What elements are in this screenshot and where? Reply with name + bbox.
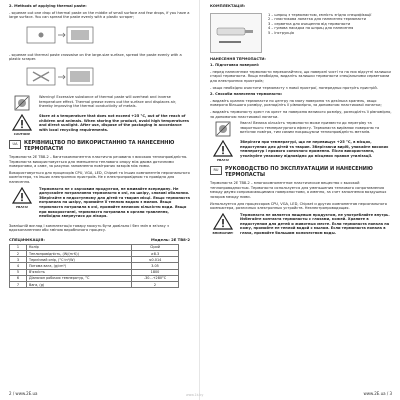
spec-cell: Колір — [27, 244, 132, 250]
method-title: 2. Methods of applying thermal paste: — [9, 4, 87, 8]
kit-item: 3 – серветка для очищення від термопасти — [268, 21, 351, 26]
warning-text: Warning! Excessive substance of thermal paste will overheat and inverse temperature effect. Thermal grease evens out the surface and displaces air, thereby improving the thermal conductivity of metals. — [39, 94, 177, 109]
spec-cell: 1 — [10, 244, 27, 250]
caution-text: Store at a temperature that does not exceed +25 °C, out of the reach of children and animals. When storing the product, avoid high temperatures and direct sunlight. After use, dispose of the packaging in accordance with local recycling requirements. — [39, 113, 189, 132]
ua-warning-block — [210, 121, 392, 137]
spec-table — [9, 244, 179, 288]
attention-triangle-icon — [12, 187, 32, 204]
ru-paragraph-1: Термопаста 2E ТВ8-2 – многокомпонентное пластическое вещество с высокой теплопроводностью. Термопаста используется для уменьшения теплового сопротивления между двумя соприкасающимися поверхностями, а именно, за счет заполнения воздушных зазоров между ними. — [210, 181, 387, 199]
cross-illustration — [25, 65, 190, 91]
model-label: Модель: 2E ТВ8-2 — [151, 236, 190, 242]
ua-caution-block — [210, 140, 392, 162]
spec-cell: 2 — [132, 282, 179, 288]
apply-title: НАНЕСЕННЯ ТЕРМОПАСТИ: — [210, 56, 266, 61]
ua-flag: UA — [9, 140, 21, 149]
right-footer: www.2E.ua / 3 — [363, 391, 392, 396]
ru-section-header — [210, 166, 392, 178]
no-excess-icon — [9, 95, 35, 111]
attention-block — [9, 187, 190, 221]
kit-label: КОМПЛЕКТАЦІЯ: — [210, 4, 246, 8]
spec-cell: Діапазон робочих температур, °C — [27, 275, 132, 281]
ru-section-title: РУКОВОДСТВО ПО ЭКСПЛУАТАЦИИ И НАНЕСЕНИЮ ТЕРМОПАСТЫ — [225, 166, 373, 179]
spec-cell: Вага, (g) — [27, 282, 132, 288]
kit-item: 5 – інструкція — [268, 30, 294, 35]
ua-paragraph-1: Термопаста 2E ТВ8-2 – багатокомпонентна пластична речовина з високою теплопровідністю. Термопаста використовується для зменшення теплового опору між двома дотичними поверхнями, а саме, за рахунок заповнення повітряних зазорів між ними. — [9, 154, 188, 169]
prep-paragraph-2: - якщо необхідно очистити термопасту з нової пристрої, попередньо протріть пристрій. — [210, 85, 378, 90]
ua-caution-label: УВАГА! — [216, 158, 230, 163]
method-paragraph-2: - squeeze out thermal paste crosswise on the large-size surface, spread the paste evenly with a plastic scraper. — [9, 52, 182, 62]
spec-row — [10, 282, 179, 288]
ua-section-header — [9, 140, 190, 152]
caution-block — [9, 114, 190, 136]
kit-block — [210, 13, 392, 53]
caution-label: CAUTION! — [13, 131, 31, 136]
spec-cell: -30...+280°C — [132, 275, 179, 281]
ru-caution-triangle-icon — [213, 213, 233, 230]
spec-cell: Теплопровідність, (W/(m·K)) — [27, 251, 132, 257]
method-ua-paragraph-2: - видавіть термопасту хрест на хрест на поверхню великого розміру, розподіліть її рівномірно, за допомогою пластикової лопатки. — [210, 109, 392, 119]
method-ua-paragraph-1: - видавіть краплю термопасти по центру на малу поверхню та декілька крапель, якщо поверхня більшого розміру, розподіліть її рівномірно, за допомогою пластикової лопатки; — [210, 98, 382, 108]
ru-caution-text: Термопаста не является пищевым продуктом, не употребляйте внутрь. Избегайте контакта термопасты с глазами, кожей. Храните в недоступном для детей и животных месте. Если термопаста попала на кожу, промойте ее теплой водой с мылом. Если термопаста попала в глаза, промойте большим количеством воды. — [240, 212, 390, 236]
ua-section-title: КЕРІВНИЦТВО ПО ВИКОРИСТАННЮ ТА НАНЕСЕННЮ ТЕРМОПАСТИ — [24, 139, 175, 152]
attention-text: Термопаста не є харчовим продуктом, не вживайте всередину. Не допускайте потрапляння термопасти в очі, на шкіру, слизові оболонки. Зберігайте в недоступному для дітей та тварин місці. Якщо термопаста потрапила на шкіру, промийте її теплою водою з милом. Якщо термопаста потрапила в очі, промийте великою кількістю води. Якщо при використанні, термопаста потрапила в органи травлення, необхідно звернутися до лікаря. — [39, 186, 190, 219]
spec-cell: 2 — [10, 251, 27, 257]
ru-caution-icon-wrap — [210, 213, 236, 235]
caution-triangle-icon — [12, 114, 32, 131]
left-footer: 2 / www.2E.ua — [9, 391, 38, 396]
spec-cell: 3 — [10, 257, 27, 263]
ua-caution-text: Зберігати при температурі, що не перевищує +25 °C, в місцях, недоступних для дітей та тварин. Зберігаючи виріб, уникайте високих температур і прямого сонячного промення. Після використання, утилізуйте упаковку відповідно до місцевих правил утилізації. — [240, 140, 389, 158]
warning-block — [9, 95, 190, 111]
spec-cell: 5 — [10, 269, 27, 275]
kit-list — [268, 13, 371, 53]
attention-icon-wrap — [9, 187, 35, 209]
ua-no-excess-icon — [210, 121, 236, 137]
ua-paragraph-2: Використовується для процесорів CPU, VGA, LED, Chipset та інших компонентів персонального комп'ютера, та інших електронних пристроїв. Не є електропровідною та провідна для нанесення. — [9, 170, 190, 184]
method-title-ua: 2. Способи нанесення термопасти: — [210, 92, 283, 97]
ua-caution-icon-wrap — [210, 140, 236, 162]
prep-paragraph-1: - перед нанесенням термопасти переконайтеся, що поверхні чисті та на них відсутні залишки старої термопасти. Якщо необхідно, видаліть залишки термопасти спеціальними серветками для електронних пристроїв; — [210, 69, 391, 83]
spec-label: СПЕЦИФІКАЦІЯ: — [9, 236, 45, 242]
method-paragraph-1: - squeeze out one drop of thermal paste on the middle of small surface and few drops, if you have a large surface. You can spread the paste evenly with a plastic scraper; — [9, 10, 190, 20]
ua-caution-triangle-icon — [213, 140, 233, 157]
spec-cell: 3.05 — [132, 263, 179, 269]
spec-cell: Термічний опір, (°C·in²/W) — [27, 257, 132, 263]
attention-label: УВАГА! — [15, 204, 29, 209]
spec-cell: 1800 — [132, 269, 179, 275]
watermark: www.1k.by — [186, 393, 204, 397]
spec-cell: В'язкість — [27, 269, 132, 275]
ua-attention-text: Увага! Велика кількість термопасти може призвести до перегріву та зворотнього температурного ефекту. Термопаста вирівнює поверхню та витісняє повітря, тим самим покращуючи теплопровідність металів. — [240, 121, 380, 135]
drop-diagram-icon — [25, 23, 95, 45]
ru-caution-block — [210, 213, 392, 238]
cross-diagram-icon — [25, 65, 95, 87]
spec-cell: ≥8.3 — [132, 251, 179, 257]
kit-item: 4 – гумова насадка на шприц для нанесення — [268, 26, 354, 31]
kit-item: 2 – пластикова лопатка для нанесення термопасти — [268, 17, 366, 22]
spec-cell: ≤0.014 — [132, 257, 179, 263]
kit-item: 1 – шприц з термопастою, ємність згідно специфікації — [268, 12, 372, 17]
kit-image — [210, 13, 262, 53]
spec-cell: 7 — [10, 282, 27, 288]
single-drop-illustration — [25, 23, 190, 49]
right-page — [200, 0, 400, 400]
syringe-icon — [211, 14, 261, 52]
ru-flag: RU — [210, 166, 222, 175]
spec-cell: Сірий — [132, 244, 179, 250]
ru-caution-label: ВНИМАНИЕ! — [212, 230, 234, 235]
caution-icon-wrap — [9, 114, 35, 136]
prep-title: 1. Підготовка поверхні: — [210, 63, 260, 68]
spec-cell: 4 — [10, 263, 27, 269]
ru-paragraph-2: Используется для процессоров CPU, VGA, LED, Chipset и других компонентов персонального компьютера, различных электронных устройств. Неэлектропроводящая. — [210, 201, 387, 211]
spec-cell: 6 — [10, 275, 27, 281]
ua-paragraph-3: Зовнішній вигляд і комплектація товару можуть бути довільно і без змін в зв'язку з вдосконаленням або зміною виробничого процесу. — [9, 223, 169, 233]
spec-header — [9, 237, 190, 242]
spec-cell: Питома вага, (g/cm³) — [27, 263, 132, 269]
